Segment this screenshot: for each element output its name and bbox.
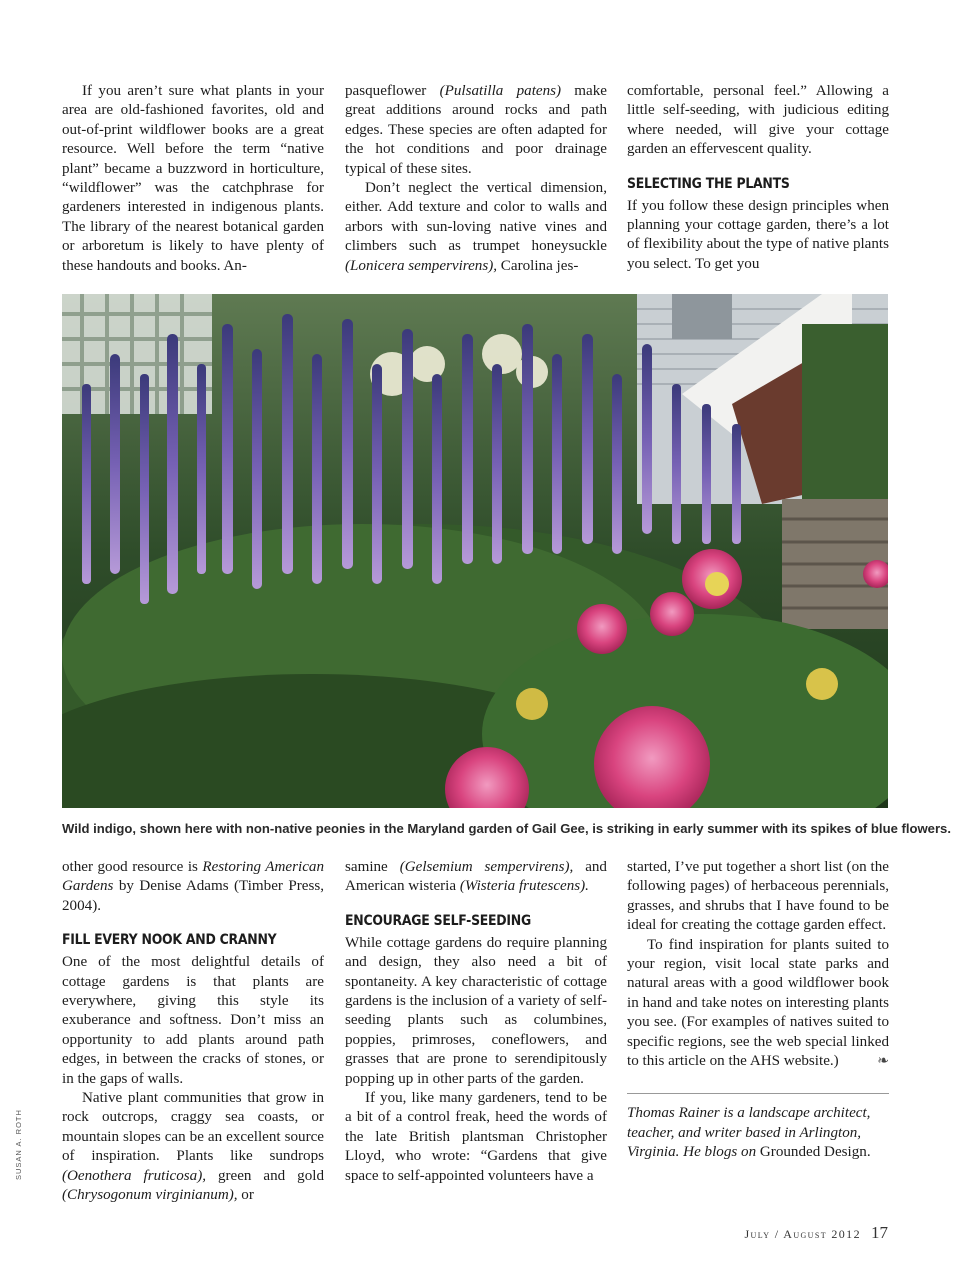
page-number: 17 (871, 1223, 888, 1242)
top-column-2 (345, 82, 607, 276)
paragraph: To find inspiration for plants suited to your region, visit local state parks and natural areas with a good wildflower book in hand and take notes on interesting plants you see. (For examples of natives suited to specific regions, see the web special linked to this article on the AHS website.) ❧ (627, 936, 889, 1072)
paragraph: If you follow these design principles when planning your cottage garden, there’s a lot of flexibility about the type of native plants you select. To get you (627, 197, 889, 272)
bio-divider (627, 1093, 889, 1094)
paragraph: other good resource is Restoring American Gardens by Denise Adams (Timber Press, 2004). (62, 859, 324, 914)
bottom-column-3 (627, 858, 889, 1163)
section-heading: FILL EVERY NOOK AND CRANNY (62, 932, 277, 949)
paragraph: While cottage gardens do require planning and design, they also need a bit of spontaneity. A key characteristic of cottage gardens is the inclusion of a variety of self-seeding plants such as columbines, poppies, primroses, coneflowers, and grasses that are prone to serendipitously popping up in other parts of the garden. (345, 934, 607, 1087)
garden-illustration (62, 294, 888, 808)
issue-date: July / August 2012 (744, 1227, 861, 1241)
paragraph: Native plant communities that grow in rock outcrops, craggy sea coasts, or mountain slopes can be an excellent source of inspiration. Plants like sundrops (Oenothera fruticosa), green and gold (Chrysogonum virginianum), or (62, 1090, 324, 1204)
paragraph: One of the most delightful details of cottage gardens is that plants are everywhere, giving this style its exuberance and softness. Don’t miss an opportunity to add plants around path edges, in between the cracks of stones, or in the gaps of walls. (62, 954, 324, 1087)
section-heading: SELECTING THE PLANTS (627, 175, 790, 192)
bottom-column-2 (345, 858, 607, 1186)
photo-credit: SUSAN A. ROTH (14, 1109, 23, 1180)
page-footer (744, 1223, 888, 1243)
section-heading: ENCOURAGE SELF-SEEDING (345, 912, 531, 929)
paragraph: If you, like many gardeners, tend to be a bit of a control freak, heed the words of the late British plantsman Christopher Lloyd, who wrote: “Gardens that give space to self-appointed volunteers have a (345, 1090, 607, 1184)
end-of-article-icon: ❧ (877, 1054, 889, 1070)
paragraph: started, I’ve put together a short list (on the following pages) of herbaceous perennials, grasses, and shrubs that I have found to be ideal for creating the cottage garden effect. (627, 859, 889, 934)
top-column-1 (62, 82, 324, 276)
bottom-column-1 (62, 858, 324, 1206)
paragraph: pasqueflower (Pulsatilla patens) make great additions around rocks and path edges. These species are often adapted for the hot conditions and poor drainage typical of these sites. (345, 83, 607, 177)
paragraph: comfortable, personal feel.” Allowing a little self-seeding, with judicious editing where needed, will give your cottage garden an effervescent quality. (627, 83, 889, 158)
author-bio: Thomas Rainer is a landscape architect, teacher, and writer based in Arlington, Virginia. He blogs on Grounded Design. (627, 1105, 871, 1161)
paragraph: If you aren’t sure what plants in your area are old-fashioned favorites, old and out-of-print wildflower books are a great resource. Well before the term “native plant” became a buzzword in horticulture, “wildflower” was the catchphrase for gardeners interested in indigenous plants. The library of the nearest botanical garden or arboretum is likely to have plenty of these handouts and books. An- (62, 83, 324, 274)
photo-caption: Wild indigo, shown here with non-native peonies in the Maryland garden of Gail Gee, is striking in early summer with its spikes of blue flowers. (62, 821, 951, 836)
top-column-3 (627, 82, 889, 274)
paragraph: Don’t neglect the vertical dimension, either. Add texture and color to walls and arbors with sun-loving native vines and climbers such as trumpet honeysuckle (Lonicera sempervirens), Carolina jes- (345, 180, 607, 274)
garden-photo (62, 294, 888, 808)
paragraph: samine (Gelsemium sempervirens), and American wisteria (Wisteria frutescens). (345, 859, 607, 895)
